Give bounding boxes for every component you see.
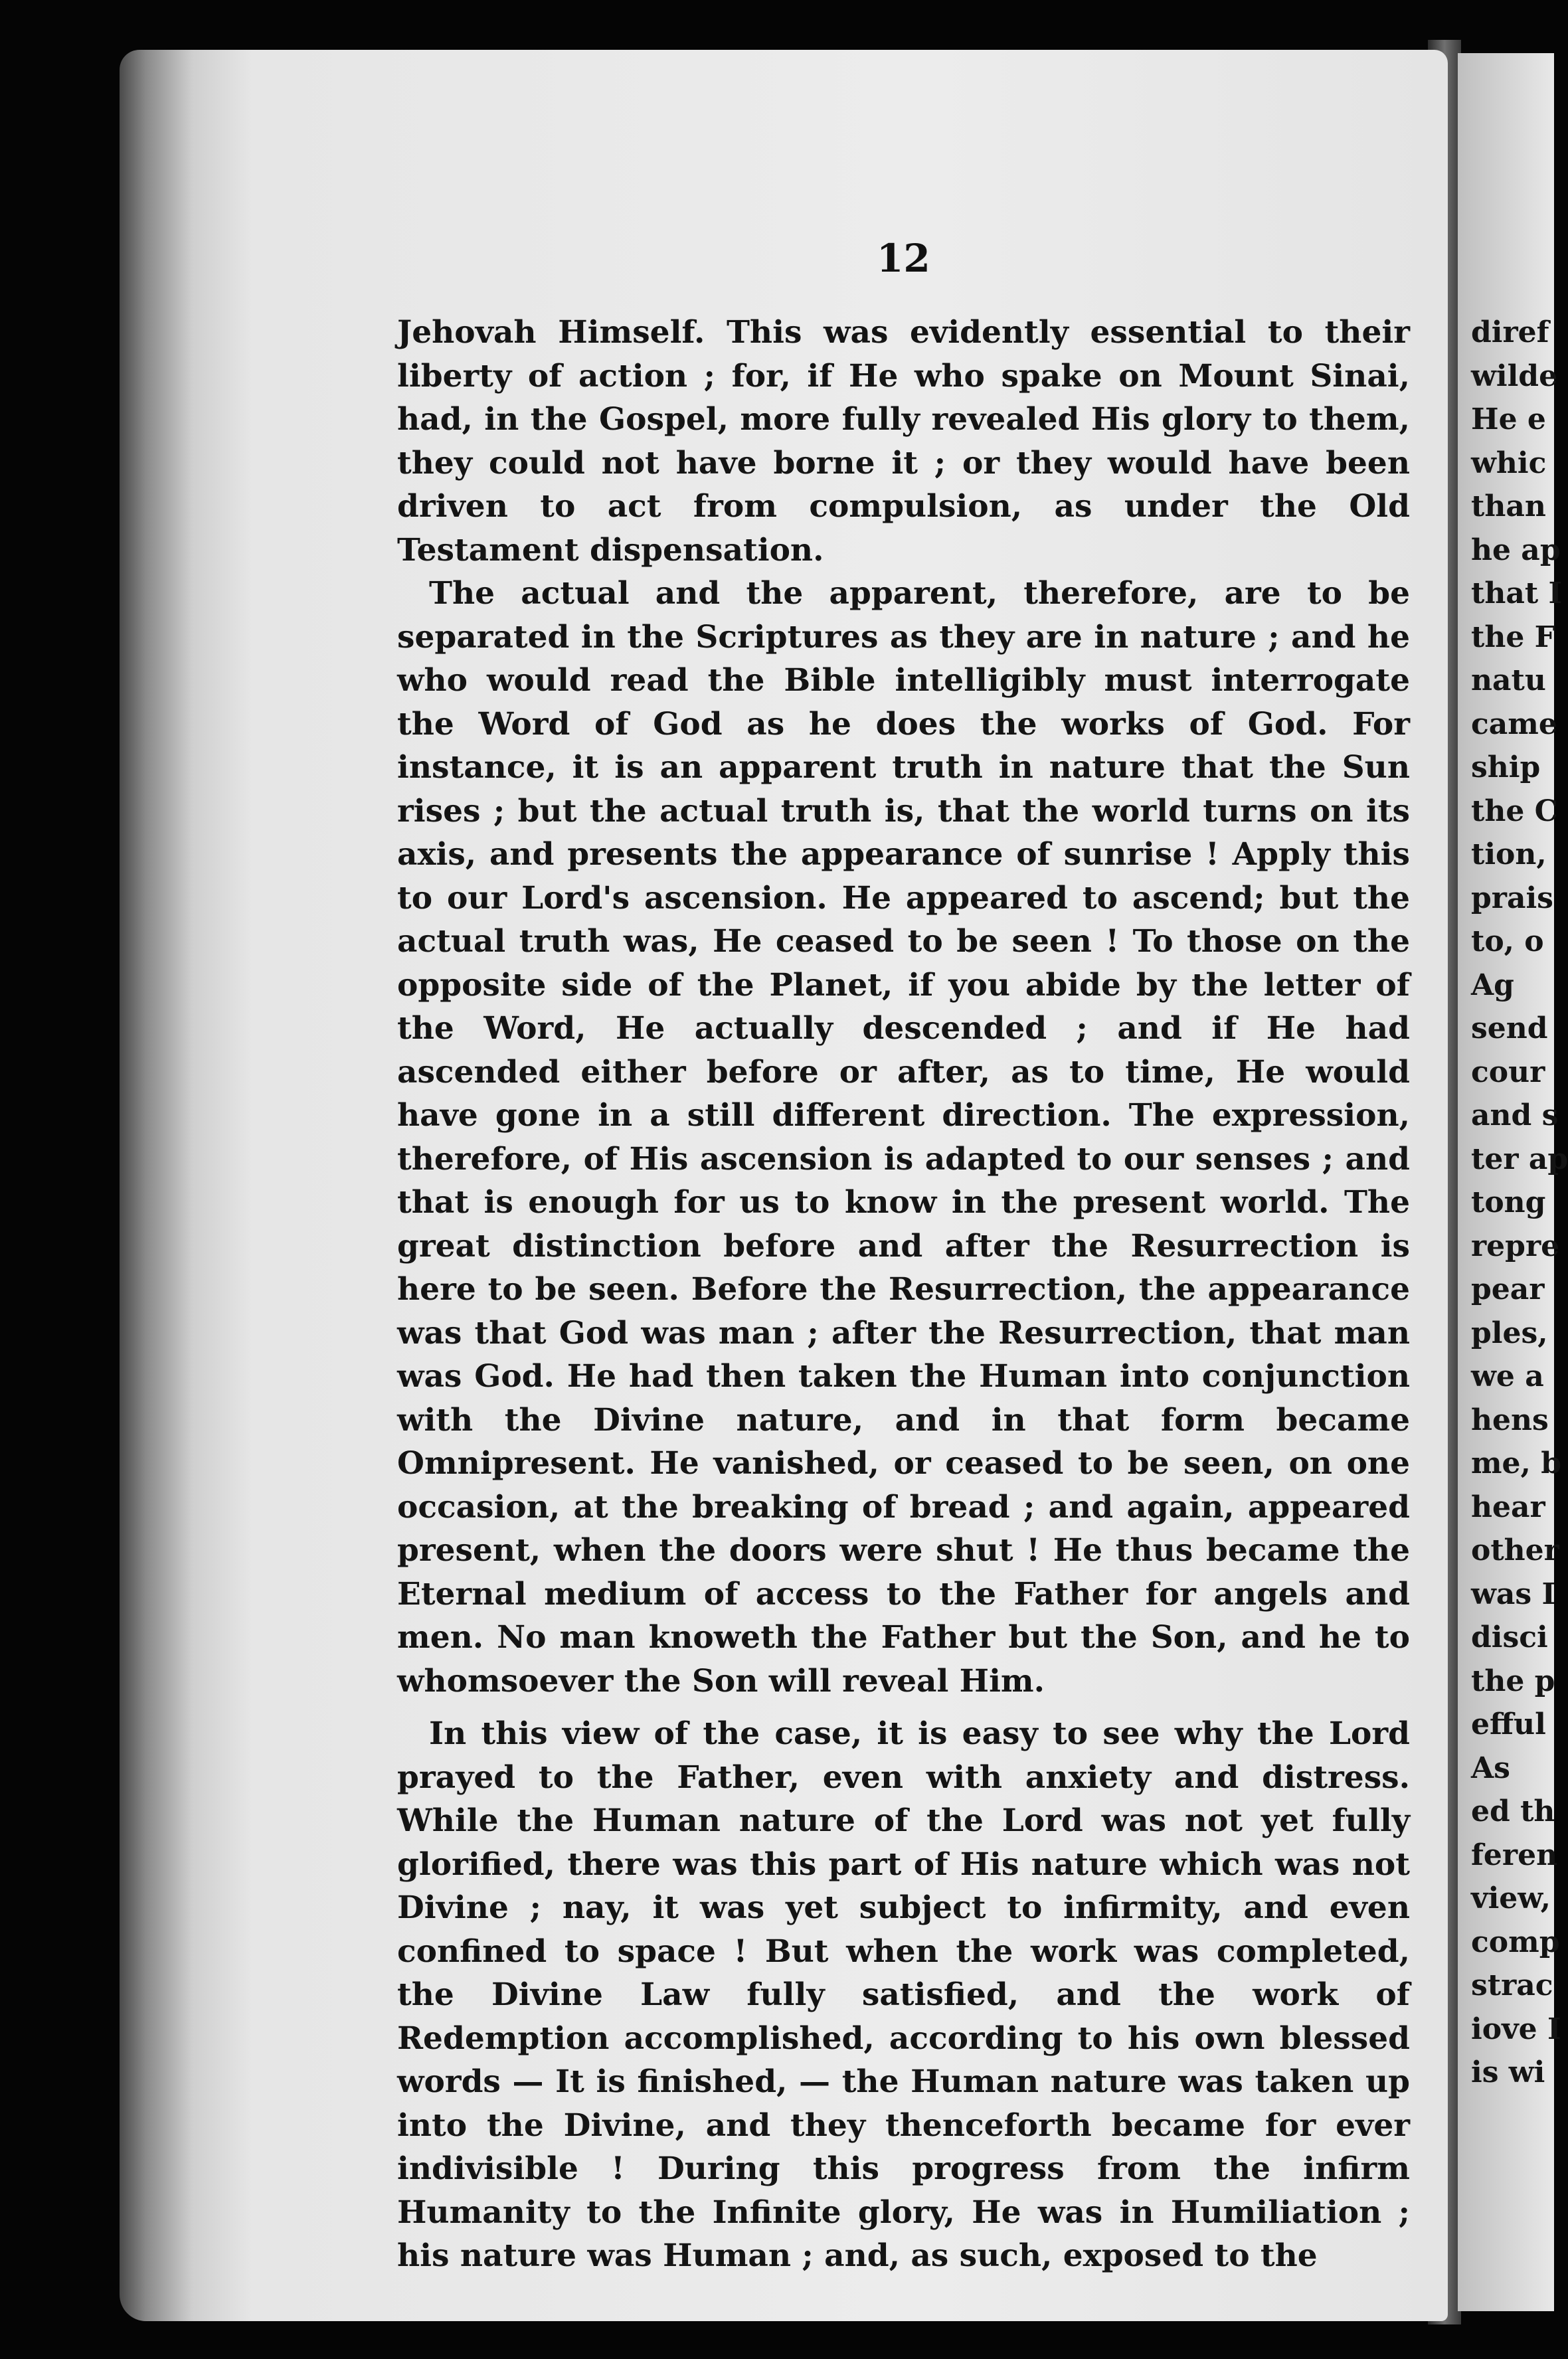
paragraph-2: The actual and the apparent, therefore, are to be separated in the Scriptures as they are in nature ; and he who would read the Bible intelligibly must interrogate the Word of God as he does the works of God. For instance, it is an apparent truth in nature that the Sun rises ; but the actual truth is, that the world turns on its axis, and presents the appearance of sunrise ! Apply this to our Lord's ascension. He appeared to ascend; but the actual truth was, He ceased to be seen ! To those on the opposite side of the Planet, if you abide by the letter of the Word, He actually descended ; and if He had ascended either before or after, as to time, He would have gone in a still different direction. The expression, therefore, of His ascension is adapted to our senses ; and that is enough for us to know in the present world. The great distinction before and after the Resurrection is here to be seen. Before the Resurrection, the appearance was that God was man ; after the Resurrection, that man was God. He had then taken the Human into conjunction with the Divine nature, and in that form became Omnipresent. He vanished, or ceased to be seen, on one occasion, at the breaking of bread ; and again, appeared present, when the doors were shut ! He thus became the Eternal medium of access to the Father for angels and men. No man knoweth the Father but the Son, and he to whomsoever the Son will reveal Him. [397,575,1410,1700]
facing-page-line: diref [1471,315,1549,349]
page-body [397,311,1410,2274]
facing-page-line: hens [1471,1403,1549,1437]
facing-page-line: comp [1471,1925,1560,1959]
facing-page-line: strac [1471,1968,1553,2002]
facing-page-line: ter ap [1471,1142,1568,1176]
paragraph-3: In this view of the case, it is easy to see why the Lord prayed to the Father, even with anxiety and distress. While the Human nature of the Lord was not yet fully glorified, there was this part of His nature which was not Divine ; nay, it was yet subject to infirmity, and even confined to space ! But when the work was completed, the Divine Law fully satisfied, and the work of Redemption accomplished, according to his own blessed words — It is finished, — the Human nature was taken up into the Divine, and they thenceforth became for ever indivisible ! During this progress from the infirm Humanity to the Infinite glory, He was in Humiliation ; his nature was Human ; and, as such, exposed to the [397,1715,1410,2274]
facing-page-line: and s [1471,1098,1559,1132]
facing-page-line: Ag [1471,968,1514,1002]
facing-page-line: disci [1471,1620,1548,1654]
facing-page-line: to, o [1471,924,1544,958]
facing-page-line: prais [1471,881,1553,915]
facing-page-line: whic [1471,446,1547,480]
facing-page-line: feren [1471,1838,1558,1872]
facing-page-line: As [1471,1751,1510,1785]
facing-page-line: me, b [1471,1446,1561,1480]
facing-page-line: ed th [1471,1794,1555,1828]
facing-page-line: than [1471,489,1546,523]
facing-page-line: is wi [1471,2055,1545,2089]
facing-page-line: send [1471,1011,1548,1045]
facing-page-line: tion, [1471,837,1547,871]
facing-page-line: tong [1471,1185,1546,1219]
facing-page-line: repre [1471,1229,1560,1263]
facing-page-line: He e [1471,402,1546,436]
facing-page-line: hear [1471,1490,1545,1524]
facing-page-text [1471,311,1568,2095]
facing-page-line: the C [1471,794,1558,828]
page-number: 12 [877,236,930,281]
facing-page-line: ples, [1471,1316,1548,1350]
facing-page-line: efful [1471,1707,1546,1741]
facing-page-line: other [1471,1533,1559,1567]
facing-page-line: wilde [1471,359,1558,393]
facing-page-line: he ap [1471,533,1561,567]
facing-page-line: that I [1471,576,1563,610]
facing-page-line: iove I [1471,2012,1561,2046]
facing-page-line: natu [1471,663,1546,697]
facing-page-line: was I [1471,1577,1556,1611]
facing-page-line: pear [1471,1272,1545,1306]
facing-page-line: we a [1471,1359,1544,1393]
facing-page-line: came [1471,707,1557,741]
facing-page-line: ship [1471,750,1541,784]
facing-page-line: the F [1471,620,1555,654]
facing-page-line: the p [1471,1664,1555,1698]
facing-page-line: cour [1471,1055,1545,1089]
paragraph-1: Jehovah Himself. This was evidently essential to their liberty of action ; for, if He who spake on Mount Sinai, had, in the Gospel, more fully revealed His glory to them, they could not have borne it ; or they would have been driven to act from compulsion, as under the Old Testament dispensation. [397,314,1410,568]
facing-page-line: view, [1471,1881,1551,1915]
